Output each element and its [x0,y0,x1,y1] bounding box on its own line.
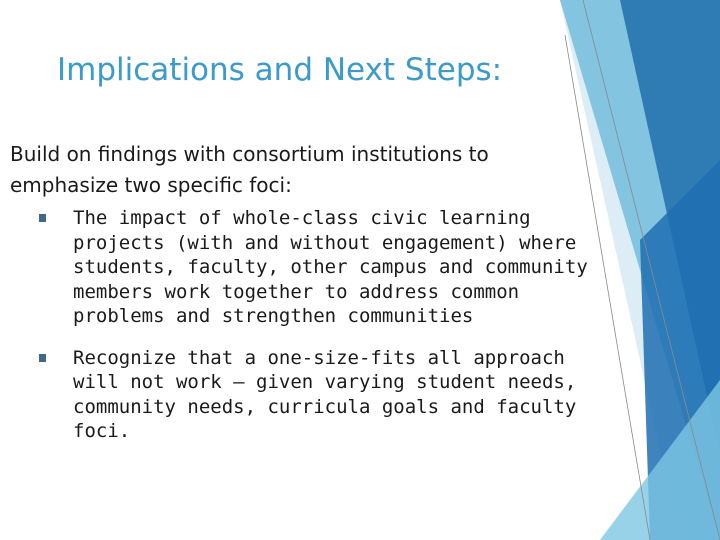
bullet-item [10,346,610,444]
intro-text: Build on findings with consortium institutions to emphasize two specific foci: [10,142,489,197]
bullet-list [10,206,610,444]
square-bullet-icon [39,214,46,222]
square-bullet-icon [39,354,46,362]
slide-title: Implications and Next Steps: [57,52,503,88]
bullet-text: The impact of whole-class civic learning projects (with and without engagement) where students, faculty, other campus and community members work together to address common problems and strengthen communities [73,207,588,327]
bullet-item [10,206,610,329]
bullet-text: Recognize that a one-size-fits all approach will not work – given varying student needs, community needs, curricula goals and faculty foci. [73,346,577,442]
